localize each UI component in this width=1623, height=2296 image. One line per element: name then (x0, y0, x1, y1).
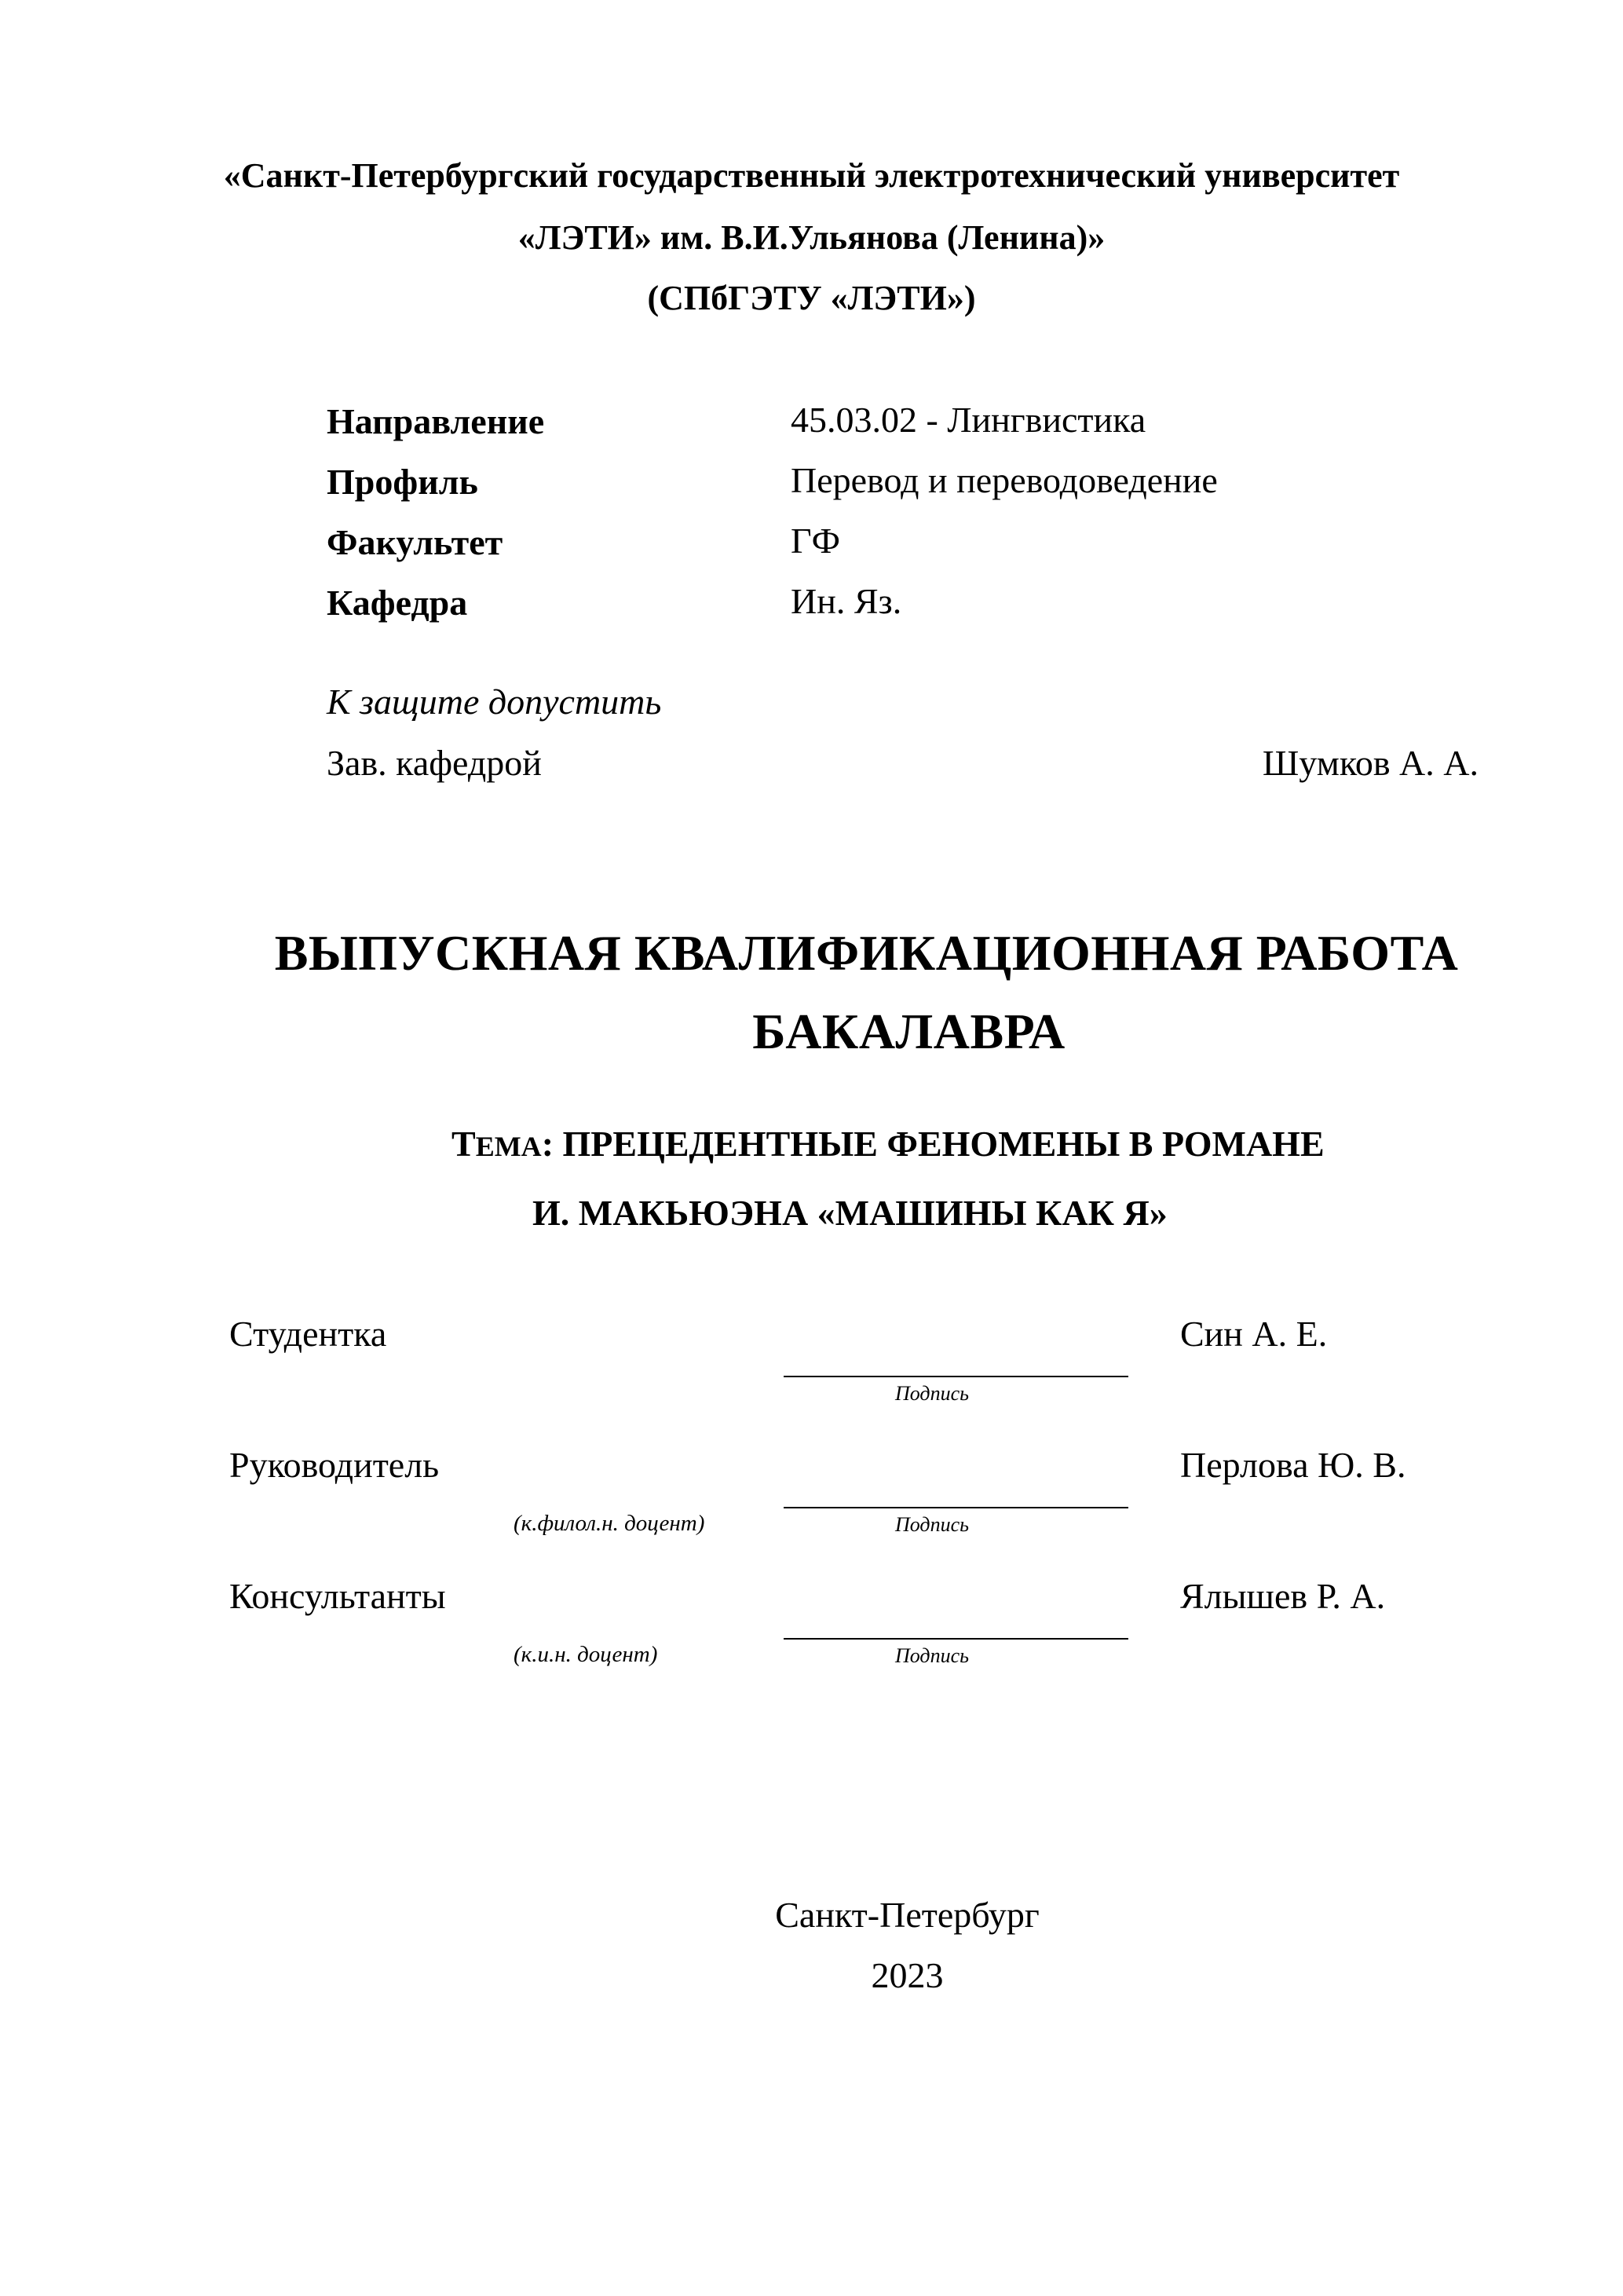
supervisor-name: Перлова Ю. В. (1180, 1445, 1406, 1485)
student-signature-line (784, 1376, 1128, 1377)
thesis-topic-line-1 (451, 1126, 1325, 1162)
info-value-profile: Перевод и переводоведение (791, 460, 1218, 500)
consultant-signature-line (784, 1638, 1128, 1640)
topic-prefix-rest: ЕМА (475, 1131, 542, 1162)
info-key-profile: Профиль (327, 462, 478, 502)
info-value-faculty: ГФ (791, 521, 840, 561)
admission-label: К защите допустить (327, 682, 662, 722)
university-abbreviation: (СПбГЭТУ «ЛЭТИ») (647, 279, 976, 317)
consultant-name: Ялышев Р. А. (1180, 1576, 1386, 1616)
footer-city: Санкт-Петербург (775, 1895, 1040, 1935)
head-of-department-name: Шумков А. А. (1262, 743, 1479, 783)
supervisor-signature-line (784, 1507, 1128, 1508)
supervisor-role: Руководитель (229, 1445, 440, 1485)
university-name-line-2: «ЛЭТИ» им. В.И.Ульянова (Ленина)» (517, 218, 1106, 257)
student-signature-caption: Подпись (895, 1382, 969, 1405)
topic-text-line-2: И. МАКЬЮЭНА «МАШИНЫ КАК Я» (532, 1193, 1168, 1233)
info-value-direction: 45.03.02 - Лингвистика (791, 400, 1146, 440)
supervisor-signature-caption: Подпись (895, 1513, 969, 1536)
university-name-line-1: «Санкт-Петербургский государственный электротехнический университет (223, 156, 1400, 195)
student-role: Студентка (229, 1314, 387, 1354)
thesis-title-line-2: БАКАЛАВРА (752, 1004, 1066, 1059)
student-name: Син А. Е. (1180, 1314, 1328, 1354)
topic-prefix-first: Т (451, 1124, 476, 1164)
consultant-role: Консультанты (229, 1576, 446, 1616)
info-value-department: Ин. Яз. (791, 581, 902, 621)
topic-text-line-1: ПРЕЦЕДЕНТНЫЕ ФЕНОМЕНЫ В РОМАНЕ (562, 1124, 1325, 1164)
info-key-direction: Направление (327, 401, 545, 441)
footer-year: 2023 (871, 1955, 944, 1995)
info-key-faculty: Факультет (327, 522, 503, 562)
info-key-department: Кафедра (327, 583, 468, 623)
consultant-degree: (к.и.н. доцент) (514, 1642, 658, 1667)
topic-prefix-colon: : (541, 1124, 554, 1164)
thesis-title-line-1: ВЫПУСКНАЯ КВАЛИФИКАЦИОННАЯ РАБОТА (274, 925, 1459, 981)
consultant-signature-caption: Подпись (895, 1644, 969, 1667)
head-of-department-role: Зав. кафедрой (327, 743, 542, 783)
supervisor-degree: (к.филол.н. доцент) (514, 1511, 705, 1536)
